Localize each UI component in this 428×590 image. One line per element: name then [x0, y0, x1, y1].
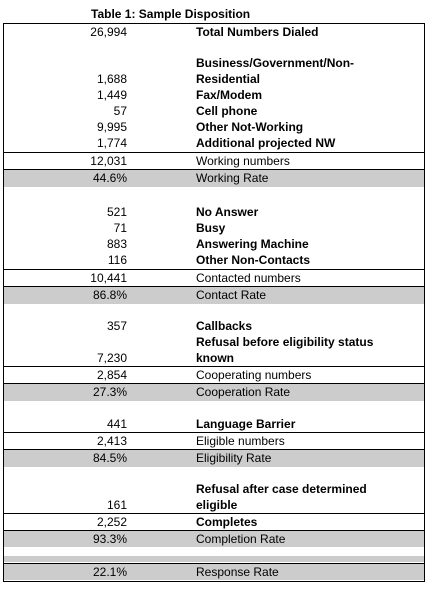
table-row — [3, 87, 425, 103]
table-row — [3, 450, 425, 467]
row-label: Eligibility Rate — [196, 451, 272, 465]
table-row — [3, 514, 425, 531]
row-label: Cooperating numbers — [196, 368, 312, 382]
table-row — [3, 334, 425, 367]
row-count: 84.5% — [92, 451, 127, 465]
table-divider — [3, 556, 425, 562]
row-count: 44.6% — [92, 171, 127, 185]
table-row — [3, 531, 425, 547]
table-row — [3, 481, 425, 514]
row-label: Other Non-Contacts — [196, 253, 310, 267]
table-row — [3, 236, 425, 252]
row-label: Eligible numbers — [196, 434, 285, 448]
table-row — [3, 252, 425, 270]
row-count: 2,252 — [96, 515, 127, 529]
table-row — [3, 564, 425, 580]
row-label: Language Barrier — [196, 417, 296, 431]
row-count: 441 — [106, 417, 127, 431]
row-label: Completion Rate — [196, 532, 286, 546]
table-row — [3, 119, 425, 135]
row-count: 2,413 — [96, 434, 127, 448]
table-row — [3, 270, 425, 287]
row-label: Completes — [196, 515, 258, 529]
row-count: 27.3% — [92, 385, 127, 399]
table-row — [3, 287, 425, 304]
table-row — [3, 204, 425, 220]
row-count: 883 — [106, 237, 127, 251]
table-row — [3, 367, 425, 384]
table-divider — [3, 563, 425, 564]
row-count: 93.3% — [92, 532, 127, 546]
table-row — [3, 170, 425, 187]
table-title: Table 1: Sample Disposition — [91, 7, 251, 21]
table-border — [424, 23, 425, 582]
table-row — [3, 55, 425, 87]
row-count: 357 — [106, 319, 127, 333]
row-label: Total Numbers Dialed — [196, 25, 319, 39]
row-label: Working numbers — [196, 154, 290, 168]
row-count: 86.8% — [92, 288, 127, 302]
row-label: Cooperation Rate — [196, 385, 291, 399]
row-count: 22.1% — [92, 565, 127, 579]
table-divider — [3, 23, 425, 24]
row-label: Additional projected NW — [196, 136, 336, 150]
row-label: Working Rate — [196, 171, 269, 185]
table-row — [3, 220, 425, 236]
row-count: 2,854 — [96, 368, 127, 382]
row-label: Response Rate — [196, 565, 279, 579]
row-label: No Answer — [196, 205, 259, 219]
table-row — [3, 24, 425, 40]
row-label: Other Not-Working — [196, 120, 304, 134]
row-count: 57 — [113, 104, 127, 118]
table-row — [3, 416, 425, 433]
table-row — [3, 318, 425, 334]
row-count: 1,688 — [96, 72, 127, 86]
row-count: 161 — [106, 498, 127, 512]
table-row — [3, 153, 425, 170]
row-count: 9,995 — [96, 120, 127, 134]
row-count: 1,449 — [96, 88, 127, 102]
row-label: Contacted numbers — [196, 271, 301, 285]
row-label: Refusal before eligibility status known — [196, 335, 374, 365]
row-count: 10,441 — [90, 271, 127, 285]
table-row — [3, 135, 425, 153]
row-count: 71 — [113, 221, 127, 235]
row-count: 12,031 — [90, 154, 127, 168]
row-count: 521 — [106, 205, 127, 219]
row-count: 7,230 — [96, 351, 127, 365]
table-divider — [3, 581, 425, 582]
table-row — [3, 103, 425, 119]
row-count: 116 — [107, 253, 127, 267]
row-label: Fax/Modem — [196, 88, 263, 102]
row-count: 1,774 — [96, 136, 127, 150]
row-label: Refusal after case determined eligible — [196, 482, 367, 512]
row-label: Business/Government/Non-Residential — [196, 56, 355, 86]
row-label: Cell phone — [196, 104, 258, 118]
row-label: Callbacks — [196, 319, 253, 333]
table-border — [3, 23, 4, 582]
row-label: Answering Machine — [196, 237, 309, 251]
row-label: Contact Rate — [196, 288, 267, 302]
table-row — [3, 384, 425, 401]
row-label: Busy — [196, 221, 226, 235]
table-row — [3, 433, 425, 450]
row-count: 26,994 — [90, 25, 127, 39]
